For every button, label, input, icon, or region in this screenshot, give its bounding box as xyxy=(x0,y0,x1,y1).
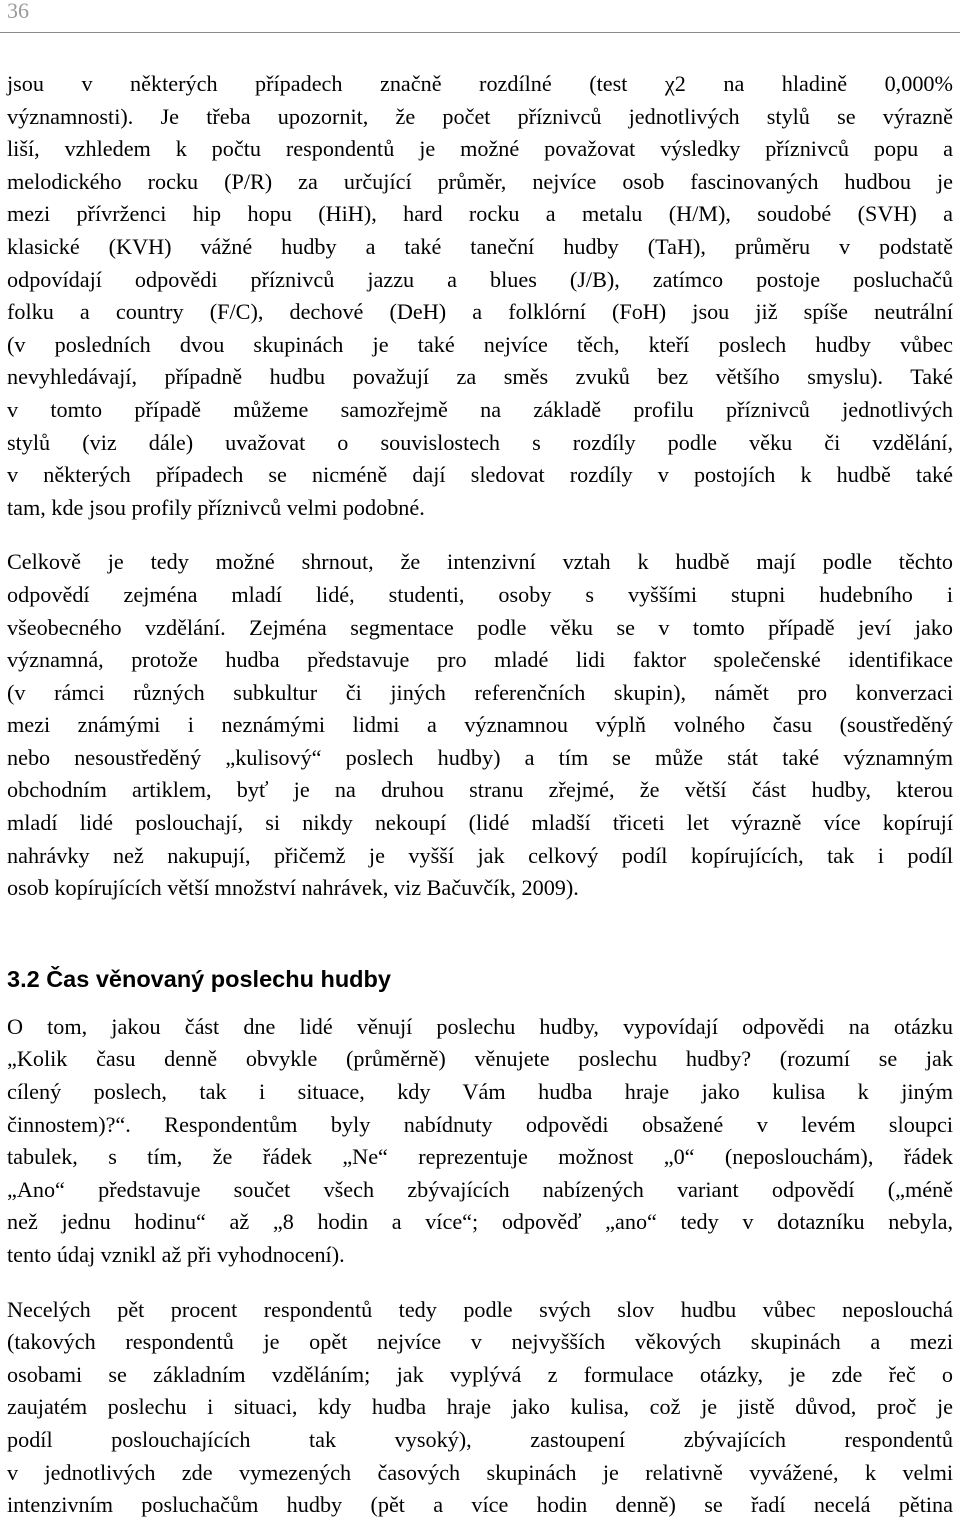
paragraph-4 xyxy=(7,1294,953,1522)
text-line: než jednu hodinu“ až „8 hodin a více“; odpověď „ano“ tedy v dotazníku nebyla, xyxy=(7,1209,953,1235)
text-line: obchodním artiklem, byť je na druhou stranu zřejmé, že větší část hudby, kterou xyxy=(7,777,953,803)
text-line: podíl poslouchajících tak vysoký), zastoupení zbývajících respondentů xyxy=(7,1426,953,1452)
text-line: v tomto případě můžeme samozřejmě na základě profilu příznivců jednotlivých xyxy=(7,396,953,422)
body-text xyxy=(7,68,953,1522)
section-heading: 3.2 Čas věnovaný poslechu hudby xyxy=(7,965,391,992)
text-line: činnostem)?“. Respondentům byly nabídnuty odpovědi obsažené v levém sloupci xyxy=(7,1111,953,1137)
text-line: folku a country (F/C), dechové (DeH) a folklórní (FoH) jsou již spíše neutrální xyxy=(7,299,953,325)
text-line: klasické (KVH) vážné hudby a také taneční hudby (TaH), průměru v podstatě xyxy=(7,233,953,259)
text-line: osob kopírujících větší množství nahrávek, viz Bačuvčík, 2009). xyxy=(7,875,579,901)
text-line: jsou v některých případech značně rozdílné (test χ2 na hladině 0,000% xyxy=(7,71,953,96)
paragraph-2 xyxy=(7,546,953,905)
text-line: „Ano“ představuje součet všech zbývajících nabízených variant odpovědí („méně xyxy=(7,1176,953,1202)
text-line: melodického rocku (P/R) za určující průměr, nejvíce osob fascinovaných hudbou je xyxy=(7,168,953,194)
text-line: O tom, jakou část dne lidé věnují poslechu hudby, vypovídají odpovědi na otázku xyxy=(7,1013,953,1039)
text-line: tam, kde jsou profily příznivců velmi podobné. xyxy=(7,494,425,520)
text-line: nahrávky než nakupují, přičemž je vyšší jak celkový podíl kopírujících, tak i podíl xyxy=(7,842,953,868)
text-line: „Kolik času denně obvykle (průměrně) věnujete poslechu hudby? (rozumí se jak xyxy=(7,1046,953,1072)
text-line: tento údaj vznikl až při vyhodnocení). xyxy=(7,1242,345,1267)
text-line: významná, protože hudba představuje pro mladé lidi faktor společenské identifikace xyxy=(7,647,953,673)
text-line: odpovídají odpovědi příznivců jazzu a blues (J/B), zatímco postoje posluchačů xyxy=(7,266,953,292)
text-line: cílený poslech, tak i situace, kdy Vám hudba hraje jako kulisa k jiným xyxy=(7,1079,953,1105)
text-line: mezi známými i neznámými lidmi a významnou výplň volného času (soustředěný xyxy=(7,712,953,738)
text-line: tabulek, s tím, že řádek „Ne“ reprezentuje možnost „0“ (neposlouchám), řádek xyxy=(7,1144,953,1170)
text-line: Celkově je tedy možné shrnout, že intenzivní vztah k hudbě mají podle těchto xyxy=(7,549,953,575)
text-line: osobami se základním vzděláním; jak vyplývá z formulace otázky, je zde řeč o xyxy=(7,1361,953,1387)
text-line: nevyhledávají, případně hudbu považují za směs zvuků bez většího smyslu). Také xyxy=(7,364,953,390)
text-line: všeobecného vzdělání. Zejména segmentace podle věku se v tomto případě jeví jako xyxy=(7,614,953,640)
paragraph-3 xyxy=(7,1011,953,1272)
text-line: stylů (viz dále) uvažovat o souvislostech s rozdíly podle věku či vzdělání, xyxy=(7,429,953,455)
text-line: nebo nesoustředěný „kulisový“ poslech hudby) a tím se může stát také významným xyxy=(7,744,953,770)
text-line: (v posledních dvou skupinách je také nejvíce těch, kteří poslech hudby vůbec xyxy=(7,331,953,357)
text-line: liší, vzhledem k počtu respondentů je možné považovat výsledky příznivců popu a xyxy=(7,136,953,162)
text-line: mezi přívrženci hip hopu (HiH), hard rocku a metalu (H/M), soudobé (SVH) a xyxy=(7,201,953,227)
text-line: v některých případech se nicméně dají sledovat rozdíly v postojích k hudbě také xyxy=(7,462,953,488)
text-line: v jednotlivých zde vymezených časových skupinách je relativně vyvážené, k velmi xyxy=(7,1459,953,1485)
paragraph-1 xyxy=(7,68,953,524)
text-line: Necelých pět procent respondentů tedy podle svých slov hudbu vůbec neposlouchá xyxy=(7,1296,953,1322)
text-line: intenzivním posluchačům hudby (pět a více hodin denně) se řadí necelá pětina xyxy=(7,1492,953,1518)
text-line: odpovědí zejména mladí lidé, studenti, osoby s vyššími stupni hudebního i xyxy=(7,581,953,607)
text-line: významnosti). Je třeba upozornit, že počet příznivců jednotlivých stylů se výrazně xyxy=(7,103,953,129)
header-rule xyxy=(0,32,960,33)
text-line: mladí lidé poslouchají, si nikdy nekoupí (lidé mladší třiceti let výrazně více kopírují xyxy=(7,810,953,836)
text-line: (takových respondentů je opět nejvíce v nejvyšších věkových skupinách a mezi xyxy=(7,1329,953,1355)
text-line: zaujatém poslechu i situaci, kdy hudba hraje jako kulisa, což je jistě důvod, proč je xyxy=(7,1394,953,1420)
text-line: (v rámci různých subkultur či jiných referenčních skupin), námět pro konverzaci xyxy=(7,679,953,705)
page-number: 36 xyxy=(7,0,29,23)
